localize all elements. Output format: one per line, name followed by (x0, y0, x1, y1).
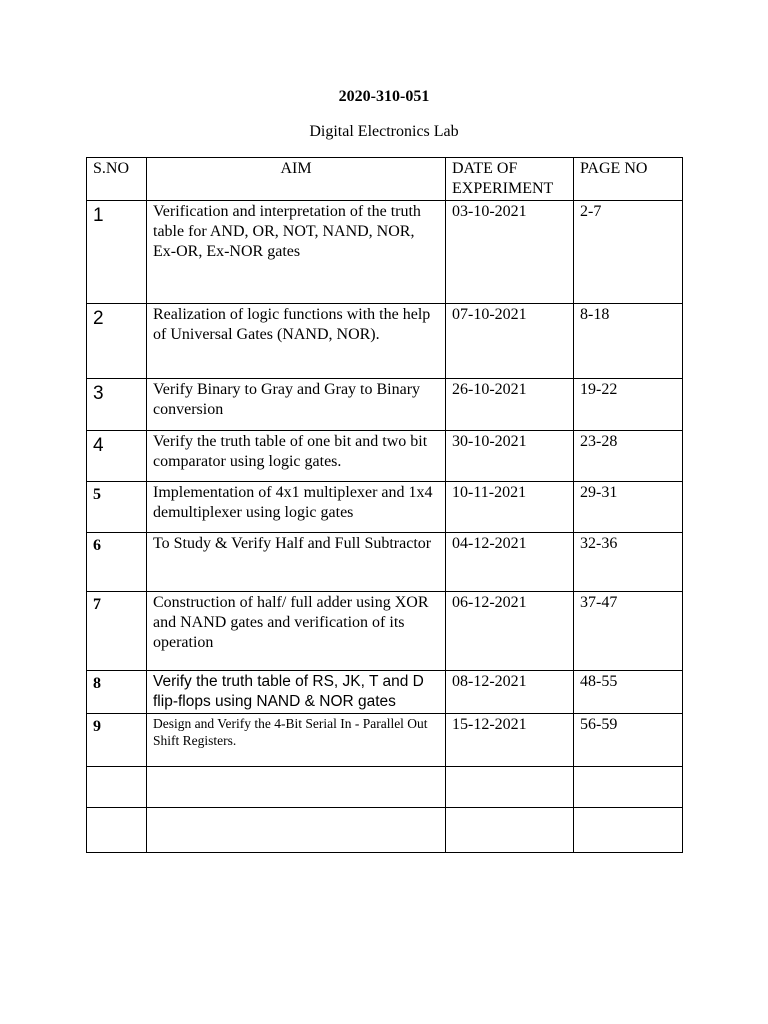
row-page-no: 32-36 (574, 533, 683, 592)
row-page-no: 29-31 (574, 482, 683, 533)
row-date: 07-10-2021 (446, 304, 574, 379)
row-aim: Verify the truth table of one bit and two bit comparator using logic gates. (147, 431, 446, 482)
empty-cell (147, 808, 446, 853)
row-page-no: 56-59 (574, 714, 683, 767)
row-sno: 9 (87, 714, 147, 767)
row-sno: 2 (87, 304, 147, 379)
row-date: 10-11-2021 (446, 482, 574, 533)
row-aim: Implementation of 4x1 multiplexer and 1x4 demultiplexer using logic gates (147, 482, 446, 533)
header-aim: AIM (147, 158, 446, 201)
row-date: 04-12-2021 (446, 533, 574, 592)
row-aim: To Study & Verify Half and Full Subtractor (147, 533, 446, 592)
row-sno: 3 (87, 379, 147, 431)
row-date: 30-10-2021 (446, 431, 574, 482)
row-sno: 8 (87, 671, 147, 714)
row-date: 03-10-2021 (446, 201, 574, 304)
header-date: DATE OF EXPERIMENT (446, 158, 574, 201)
empty-cell (446, 808, 574, 853)
row-aim: Realization of logic functions with the help of Universal Gates (NAND, NOR). (147, 304, 446, 379)
empty-cell (446, 767, 574, 808)
table-row (87, 533, 683, 592)
table-row-empty (87, 808, 683, 853)
row-aim: Design and Verify the 4-Bit Serial In - Parallel Out Shift Registers. (147, 714, 446, 767)
row-page-no: 8-18 (574, 304, 683, 379)
row-date: 08-12-2021 (446, 671, 574, 714)
table-row (87, 482, 683, 533)
empty-cell (147, 767, 446, 808)
table-row (87, 304, 683, 379)
row-page-no: 37-47 (574, 592, 683, 671)
empty-cell (87, 767, 147, 808)
row-date: 15-12-2021 (446, 714, 574, 767)
row-date: 06-12-2021 (446, 592, 574, 671)
table-row (87, 592, 683, 671)
row-page-no: 48-55 (574, 671, 683, 714)
document-title: Digital Electronics Lab (309, 123, 459, 140)
row-sno: 4 (87, 431, 147, 482)
table-row (87, 714, 683, 767)
row-sno: 7 (87, 592, 147, 671)
table-row-empty (87, 767, 683, 808)
row-page-no: 19-22 (574, 379, 683, 431)
row-date: 26-10-2021 (446, 379, 574, 431)
empty-cell (87, 808, 147, 853)
document-id: 2020-310-051 (338, 88, 430, 105)
row-sno: 6 (87, 533, 147, 592)
empty-cell (574, 767, 683, 808)
table-row (87, 201, 683, 304)
table-row (87, 671, 683, 714)
table-row (87, 431, 683, 482)
table-row (87, 379, 683, 431)
row-aim: Verify the truth table of RS, JK, T and D flip-flops using NAND & NOR gates (147, 671, 446, 714)
empty-cell (574, 808, 683, 853)
row-aim: Construction of half/ full adder using XOR and NAND gates and verification of its operation (147, 592, 446, 671)
table-header-row (87, 158, 683, 201)
row-aim: Verify Binary to Gray and Gray to Binary conversion (147, 379, 446, 431)
header-sno: S.NO (87, 158, 147, 201)
header-page-no: PAGE NO (574, 158, 683, 201)
experiment-index-table (86, 157, 683, 853)
row-page-no: 23-28 (574, 431, 683, 482)
row-page-no: 2-7 (574, 201, 683, 304)
row-sno: 5 (87, 482, 147, 533)
row-aim: Verification and interpretation of the truth table for AND, OR, NOT, NAND, NOR, Ex-OR, Ex-NOR gates (147, 201, 446, 304)
row-sno: 1 (87, 201, 147, 304)
